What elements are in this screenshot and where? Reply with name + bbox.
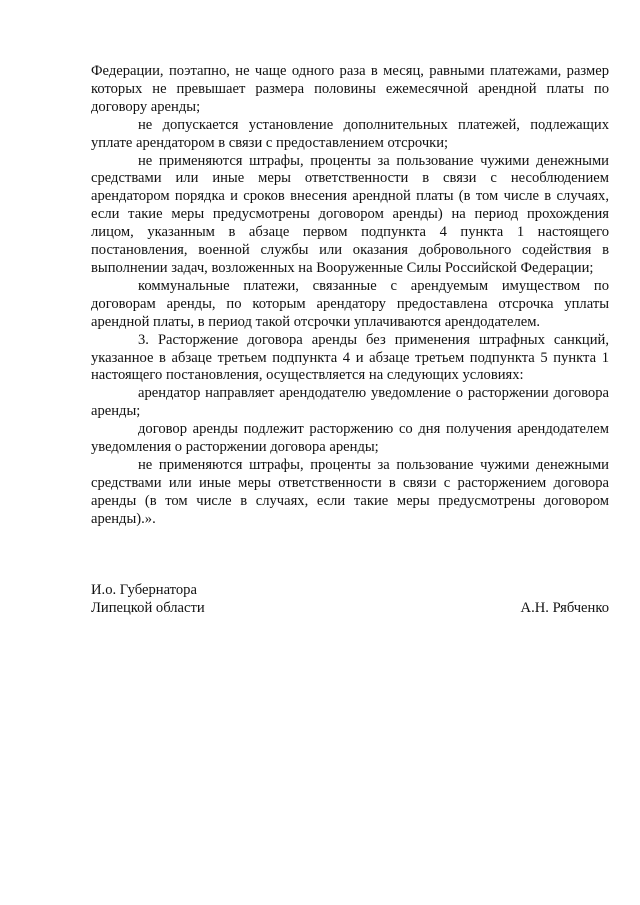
paragraph-tenant-notice: арендатор направляет арендодателю уведомление о расторжении договора аренды; <box>91 385 609 420</box>
signatory-name: А.Н. Рябченко <box>520 600 609 616</box>
paragraph-continuation: Федерации, поэтапно, не чаще одного раза в месяц, равными платежами, размер которых не превышает размера половины ежемесячной арендной платы по договору аренды; <box>91 63 609 115</box>
document-body <box>91 63 609 529</box>
paragraph-item-3-termination: 3. Расторжение договора аренды без применения штрафных санкций, указанное в абзаце третьем подпункта 4 и абзаце третьем подпункта 5 пункта 1 настоящего постановления, осуществляется на следующих условиях: <box>91 331 609 384</box>
paragraph-no-penalties: не применяются штрафы, проценты за пользование чужими денежными средствами или иные меры ответственности в связи с несоблюдением арендатором порядка и сроков внесения арендной платы (в том числе в случаях, если такие меры предусмотрены договором аренды) на период прохождения лицом, указанным в абзаце первом подпункта 4 пункта 1 настоящего постановления, военной службы или оказания добровольного содействия в выполнении задач, возложенных на Вооруженные Силы Российской Федерации; <box>91 152 609 276</box>
signature-block <box>91 581 609 617</box>
signatory-position-line2: Липецкой области <box>91 600 205 616</box>
paragraph-no-extra-payments: не допускается установление дополнительных платежей, подлежащих уплате арендатором в связи с предоставлением отсрочки; <box>91 116 609 151</box>
paragraph-utility-payments: коммунальные платежи, связанные с арендуемым имуществом по договорам аренды, по которым арендатору предоставлена отсрочка уплаты арендной платы, в период такой отсрочки уплачиваются арендодателем. <box>91 277 609 330</box>
paragraph-no-penalties-termination: не применяются штрафы, проценты за пользование чужими денежными средствами или иные меры ответственности в связи с расторжением договора аренды (в том числе в случаях, если такие меры предусмотрены договором аренды).». <box>91 456 609 527</box>
paragraph-termination-date: договор аренды подлежит расторжению со дня получения арендодателем уведомления о расторжении договора аренды; <box>91 421 609 456</box>
signature-row <box>91 599 609 617</box>
signatory-position-line1: И.о. Губернатора <box>91 582 197 598</box>
